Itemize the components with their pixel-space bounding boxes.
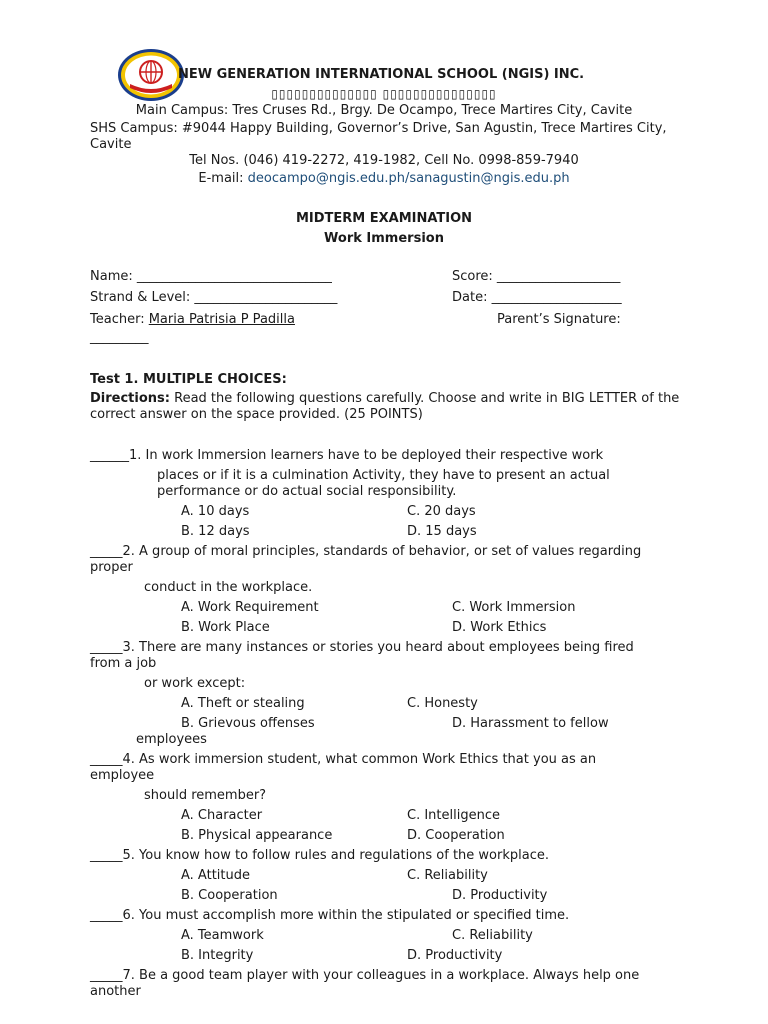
question-2-line3: conduct in the workplace.	[144, 580, 313, 595]
test1-heading: Test 1. MULTIPLE CHOICES:	[90, 372, 287, 387]
question-7-line2: another	[90, 984, 141, 999]
q3-option-b: B. Grievous offenses	[181, 716, 315, 731]
q5-option-d: D. Productivity	[452, 888, 548, 903]
q5-option-a: A. Attitude	[181, 868, 250, 883]
q1-option-d: D. 15 days	[407, 524, 477, 539]
q6-option-a: A. Teamwork	[181, 928, 264, 943]
question-2-line2: proper	[90, 560, 133, 575]
question-3-line2: from a job	[90, 656, 157, 671]
telephone-numbers: Tel Nos. (046) 419-2272, 419-1982, Cell No. 0998-859-7940	[189, 153, 579, 168]
q2-option-c: C. Work Immersion	[452, 600, 576, 615]
email-link[interactable]: deocampo@ngis.edu.ph/sanagustin@ngis.edu.ph	[247, 171, 570, 186]
question-4-line3: should remember?	[144, 788, 267, 803]
q4-option-d: D. Cooperation	[407, 828, 505, 843]
test1-directions	[90, 391, 688, 423]
q2-option-d: D. Work Ethics	[452, 620, 547, 635]
q2-option-a: A. Work Requirement	[181, 600, 319, 615]
q4-option-c: C. Intelligence	[407, 808, 500, 823]
teacher-name: Maria Patrisia P Padilla	[148, 312, 295, 327]
question-3: _____3. There are many instances or stories you heard about employees being fired	[90, 640, 634, 655]
name-field[interactable]: Name: ______________________________	[90, 269, 332, 284]
q3-option-d: D. Harassment to fellow	[452, 716, 609, 731]
question-1-line2: places or if it is a culmination Activity, they have to present an actual	[157, 468, 610, 483]
q6-option-c: C. Reliability	[452, 928, 533, 943]
exam-subtitle: Work Immersion	[324, 231, 444, 246]
q3-option-c: C. Honesty	[407, 696, 478, 711]
question-2: _____2. A group of moral principles, standards of behavior, or set of values regarding	[90, 544, 642, 559]
question-4-line2: employee	[90, 768, 155, 783]
parent-signature-label: Parent’s Signature:	[497, 312, 621, 327]
score-field[interactable]: Score: ___________________	[452, 269, 621, 284]
question-7: _____7. Be a good team player with your colleagues in a workplace. Always help one	[90, 968, 640, 983]
directions-text: Read the following questions carefully. Choose and write in BIG LETTER of the correct answer on the space provided. (25 POINTS)	[90, 391, 680, 422]
q4-option-b: B. Physical appearance	[181, 828, 333, 843]
question-6: _____6. You must accomplish more within the stipulated or specified time.	[90, 908, 570, 923]
email-label: E-mail:	[198, 171, 248, 186]
school-name: NEW GENERATION INTERNATIONAL SCHOOL (NGIS) INC.	[178, 67, 585, 82]
directions-label: Directions:	[90, 391, 170, 406]
q6-option-b: B. Integrity	[181, 948, 254, 963]
question-5: _____5. You know how to follow rules and regulations of the workplace.	[90, 848, 549, 863]
school-subname: ▯▯▯▯▯▯▯▯▯▯▯▯▯▯ ▯▯▯▯▯▯▯▯▯▯▯▯▯▯▯	[271, 87, 497, 101]
q1-option-a: A. 10 days	[181, 504, 250, 519]
exam-title: MIDTERM EXAMINATION	[295, 211, 473, 226]
question-4: _____4. As work immersion student, what common Work Ethics that you as an	[90, 752, 597, 767]
q5-option-b: B. Cooperation	[181, 888, 278, 903]
teacher-label: Teacher:	[90, 312, 149, 327]
main-campus: Main Campus: Tres Cruses Rd., Brgy. De Ocampo, Trece Martires City, Cavite	[135, 103, 633, 118]
q4-option-a: A. Character	[181, 808, 263, 823]
q5-option-c: C. Reliability	[407, 868, 488, 883]
q6-option-d: D. Productivity	[407, 948, 503, 963]
email-line	[0, 171, 768, 187]
question-1: ______1. In work Immersion learners have to be deployed their respective work	[90, 448, 604, 463]
date-field[interactable]: Date: ____________________	[452, 290, 622, 305]
q3-option-a: A. Theft or stealing	[181, 696, 305, 711]
question-1-line3: performance or do actual social responsibility.	[157, 484, 457, 499]
shs-campus: SHS Campus: #9044 Happy Building, Governor’s Drive, San Agustin, Trece Martires City, Cavite	[90, 121, 667, 152]
strand-level-field[interactable]: Strand & Level: ______________________	[90, 290, 338, 305]
q2-option-b: B. Work Place	[181, 620, 270, 635]
q1-option-b: B. 12 days	[181, 524, 250, 539]
question-3-line3: or work except:	[144, 676, 246, 691]
q1-option-c: C. 20 days	[407, 504, 476, 519]
q3-option-d-continued: employees	[136, 732, 207, 747]
teacher-field	[90, 312, 295, 328]
parent-signature-line[interactable]: _________	[90, 330, 149, 345]
